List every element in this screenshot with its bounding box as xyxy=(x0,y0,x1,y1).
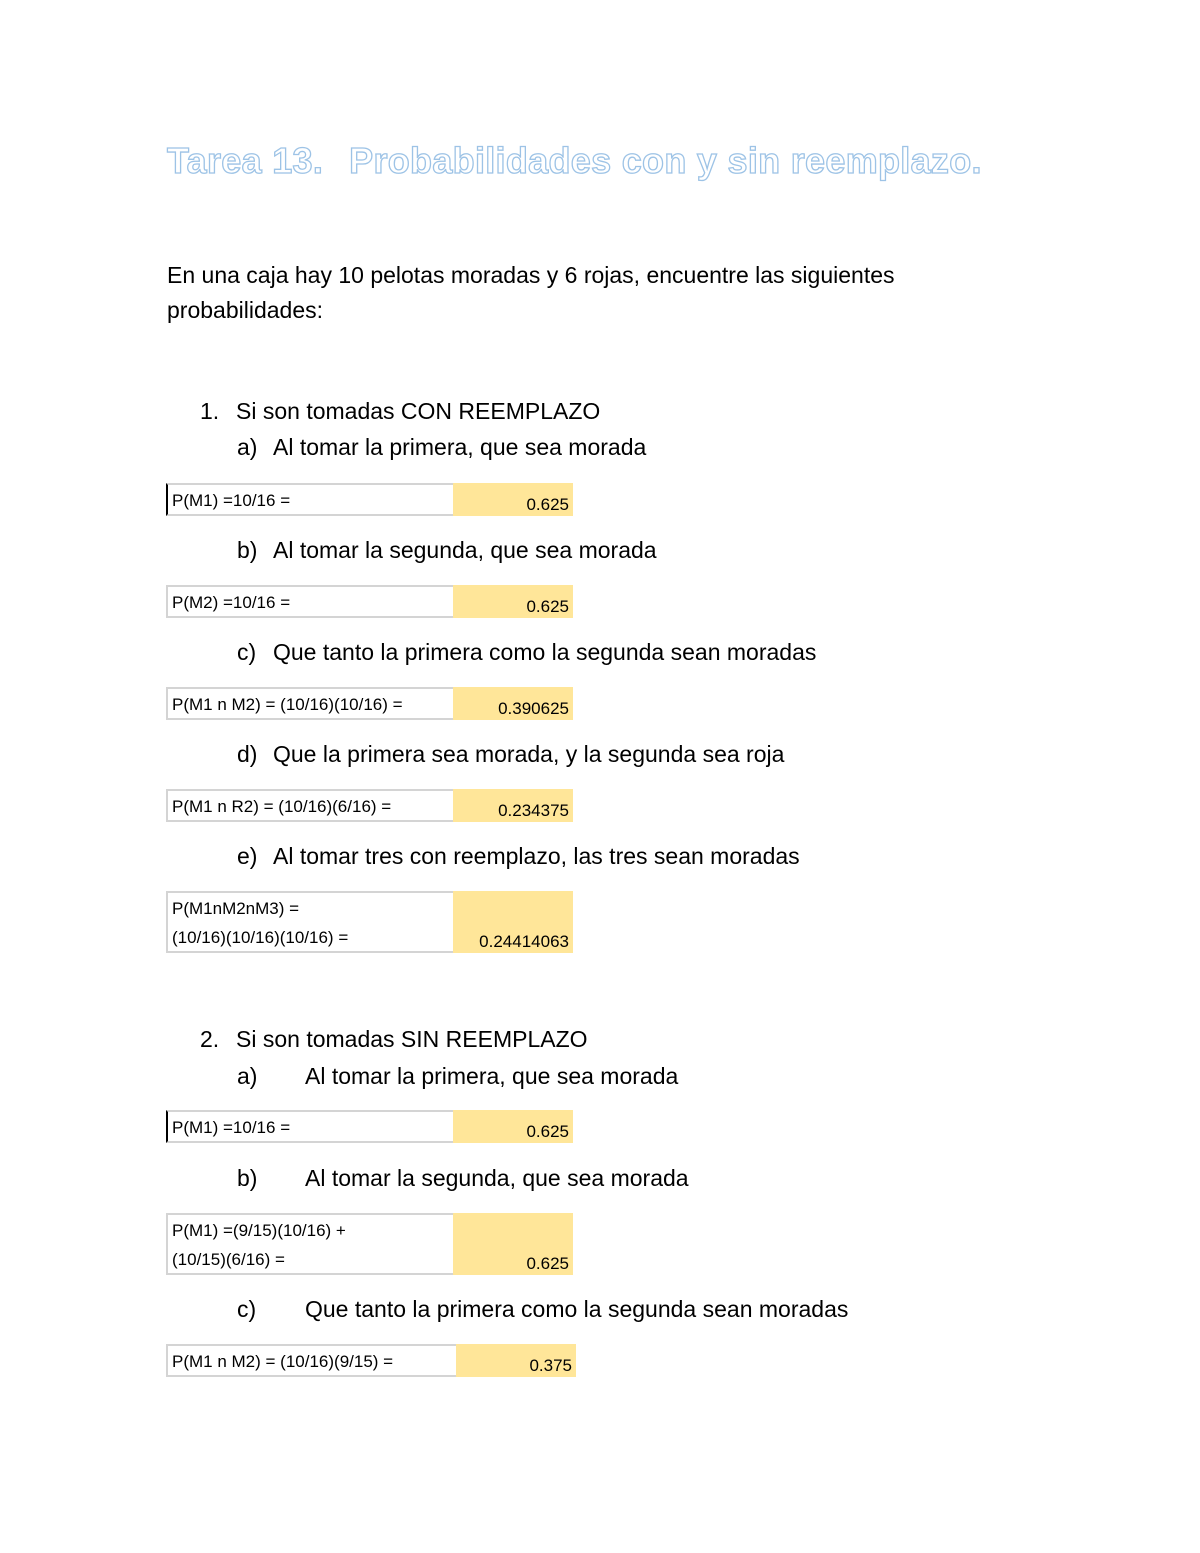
question-text: Al tomar la segunda, que sea morada xyxy=(273,537,657,563)
formula-cell[interactable]: P(M1 n M2) = (10/16)(9/15) = xyxy=(166,1344,456,1377)
page-title xyxy=(167,140,982,182)
question-1c xyxy=(237,639,816,666)
result-cell[interactable]: 0.234375 xyxy=(453,789,573,822)
title-part-2: Probabilidades con y sin reemplazo. xyxy=(349,140,982,181)
question-label: c) xyxy=(237,1296,257,1322)
question-text: Al tomar la segunda, que sea morada xyxy=(305,1165,689,1191)
question-label: b) xyxy=(237,1165,258,1191)
answer-row-1c xyxy=(166,687,573,720)
answer-row-1e xyxy=(166,891,573,953)
result-cell[interactable]: 0.625 xyxy=(453,1213,573,1275)
question-label: b) xyxy=(237,537,258,563)
question-text: Al tomar la primera, que sea morada xyxy=(305,1063,679,1089)
result-cell[interactable]: 0.24414063 xyxy=(453,891,573,953)
section-2-title: Si son tomadas SIN REEMPLAZO xyxy=(236,1026,588,1052)
formula-cell[interactable]: P(M1 n R2) = (10/16)(6/16) = xyxy=(166,789,453,822)
question-label: a) xyxy=(237,434,258,460)
section-1-number: 1. xyxy=(200,398,220,424)
section-1-heading xyxy=(200,398,600,425)
result-cell[interactable]: 0.375 xyxy=(456,1344,576,1377)
section-1-title: Si son tomadas CON REEMPLAZO xyxy=(236,398,601,424)
formula-cell[interactable]: P(M1) =(9/15)(10/16) + (10/15)(6/16) = xyxy=(166,1213,453,1275)
result-cell[interactable]: 0.625 xyxy=(453,585,573,618)
formula-cell[interactable]: P(M1nM2nM3) = (10/16)(10/16)(10/16) = xyxy=(166,891,453,953)
question-1d xyxy=(237,741,784,768)
question-label: a) xyxy=(237,1063,258,1089)
section-2-number: 2. xyxy=(200,1026,220,1052)
question-text: Al tomar tres con reemplazo, las tres sean moradas xyxy=(273,843,800,869)
intro-paragraph: En una caja hay 10 pelotas moradas y 6 rojas, encuentre las siguientes probabilidades: xyxy=(167,262,895,323)
answer-row-1b xyxy=(166,585,573,618)
question-label: e) xyxy=(237,843,258,869)
question-1e xyxy=(237,843,800,870)
result-cell[interactable]: 0.625 xyxy=(453,483,573,516)
question-2b xyxy=(237,1165,689,1192)
question-2c xyxy=(237,1296,848,1323)
question-1b xyxy=(237,537,657,564)
formula-cell[interactable]: P(M1) =10/16 = xyxy=(166,483,453,516)
question-text: Que tanto la primera como la segunda sean moradas xyxy=(273,639,817,665)
question-label: d) xyxy=(237,741,258,767)
formula-cell[interactable]: P(M1) =10/16 = xyxy=(166,1110,453,1143)
title-part-1: Tarea 13. xyxy=(167,140,324,181)
answer-row-1d xyxy=(166,789,573,822)
result-cell[interactable]: 0.625 xyxy=(453,1110,573,1143)
question-1a xyxy=(237,434,646,461)
answer-row-1a xyxy=(166,483,573,516)
question-2a xyxy=(237,1063,678,1090)
question-text: Al tomar la primera, que sea morada xyxy=(273,434,647,460)
formula-cell[interactable]: P(M2) =10/16 = xyxy=(166,585,453,618)
question-text: Que tanto la primera como la segunda sean moradas xyxy=(305,1296,849,1322)
result-cell[interactable]: 0.390625 xyxy=(453,687,573,720)
answer-row-2a xyxy=(166,1110,573,1143)
question-text: Que la primera sea morada, y la segunda sea roja xyxy=(273,741,785,767)
answer-row-2b xyxy=(166,1213,573,1275)
formula-cell[interactable]: P(M1 n M2) = (10/16)(10/16) = xyxy=(166,687,453,720)
section-2-heading xyxy=(200,1026,588,1053)
question-label: c) xyxy=(237,639,257,665)
answer-row-2c xyxy=(166,1344,576,1377)
